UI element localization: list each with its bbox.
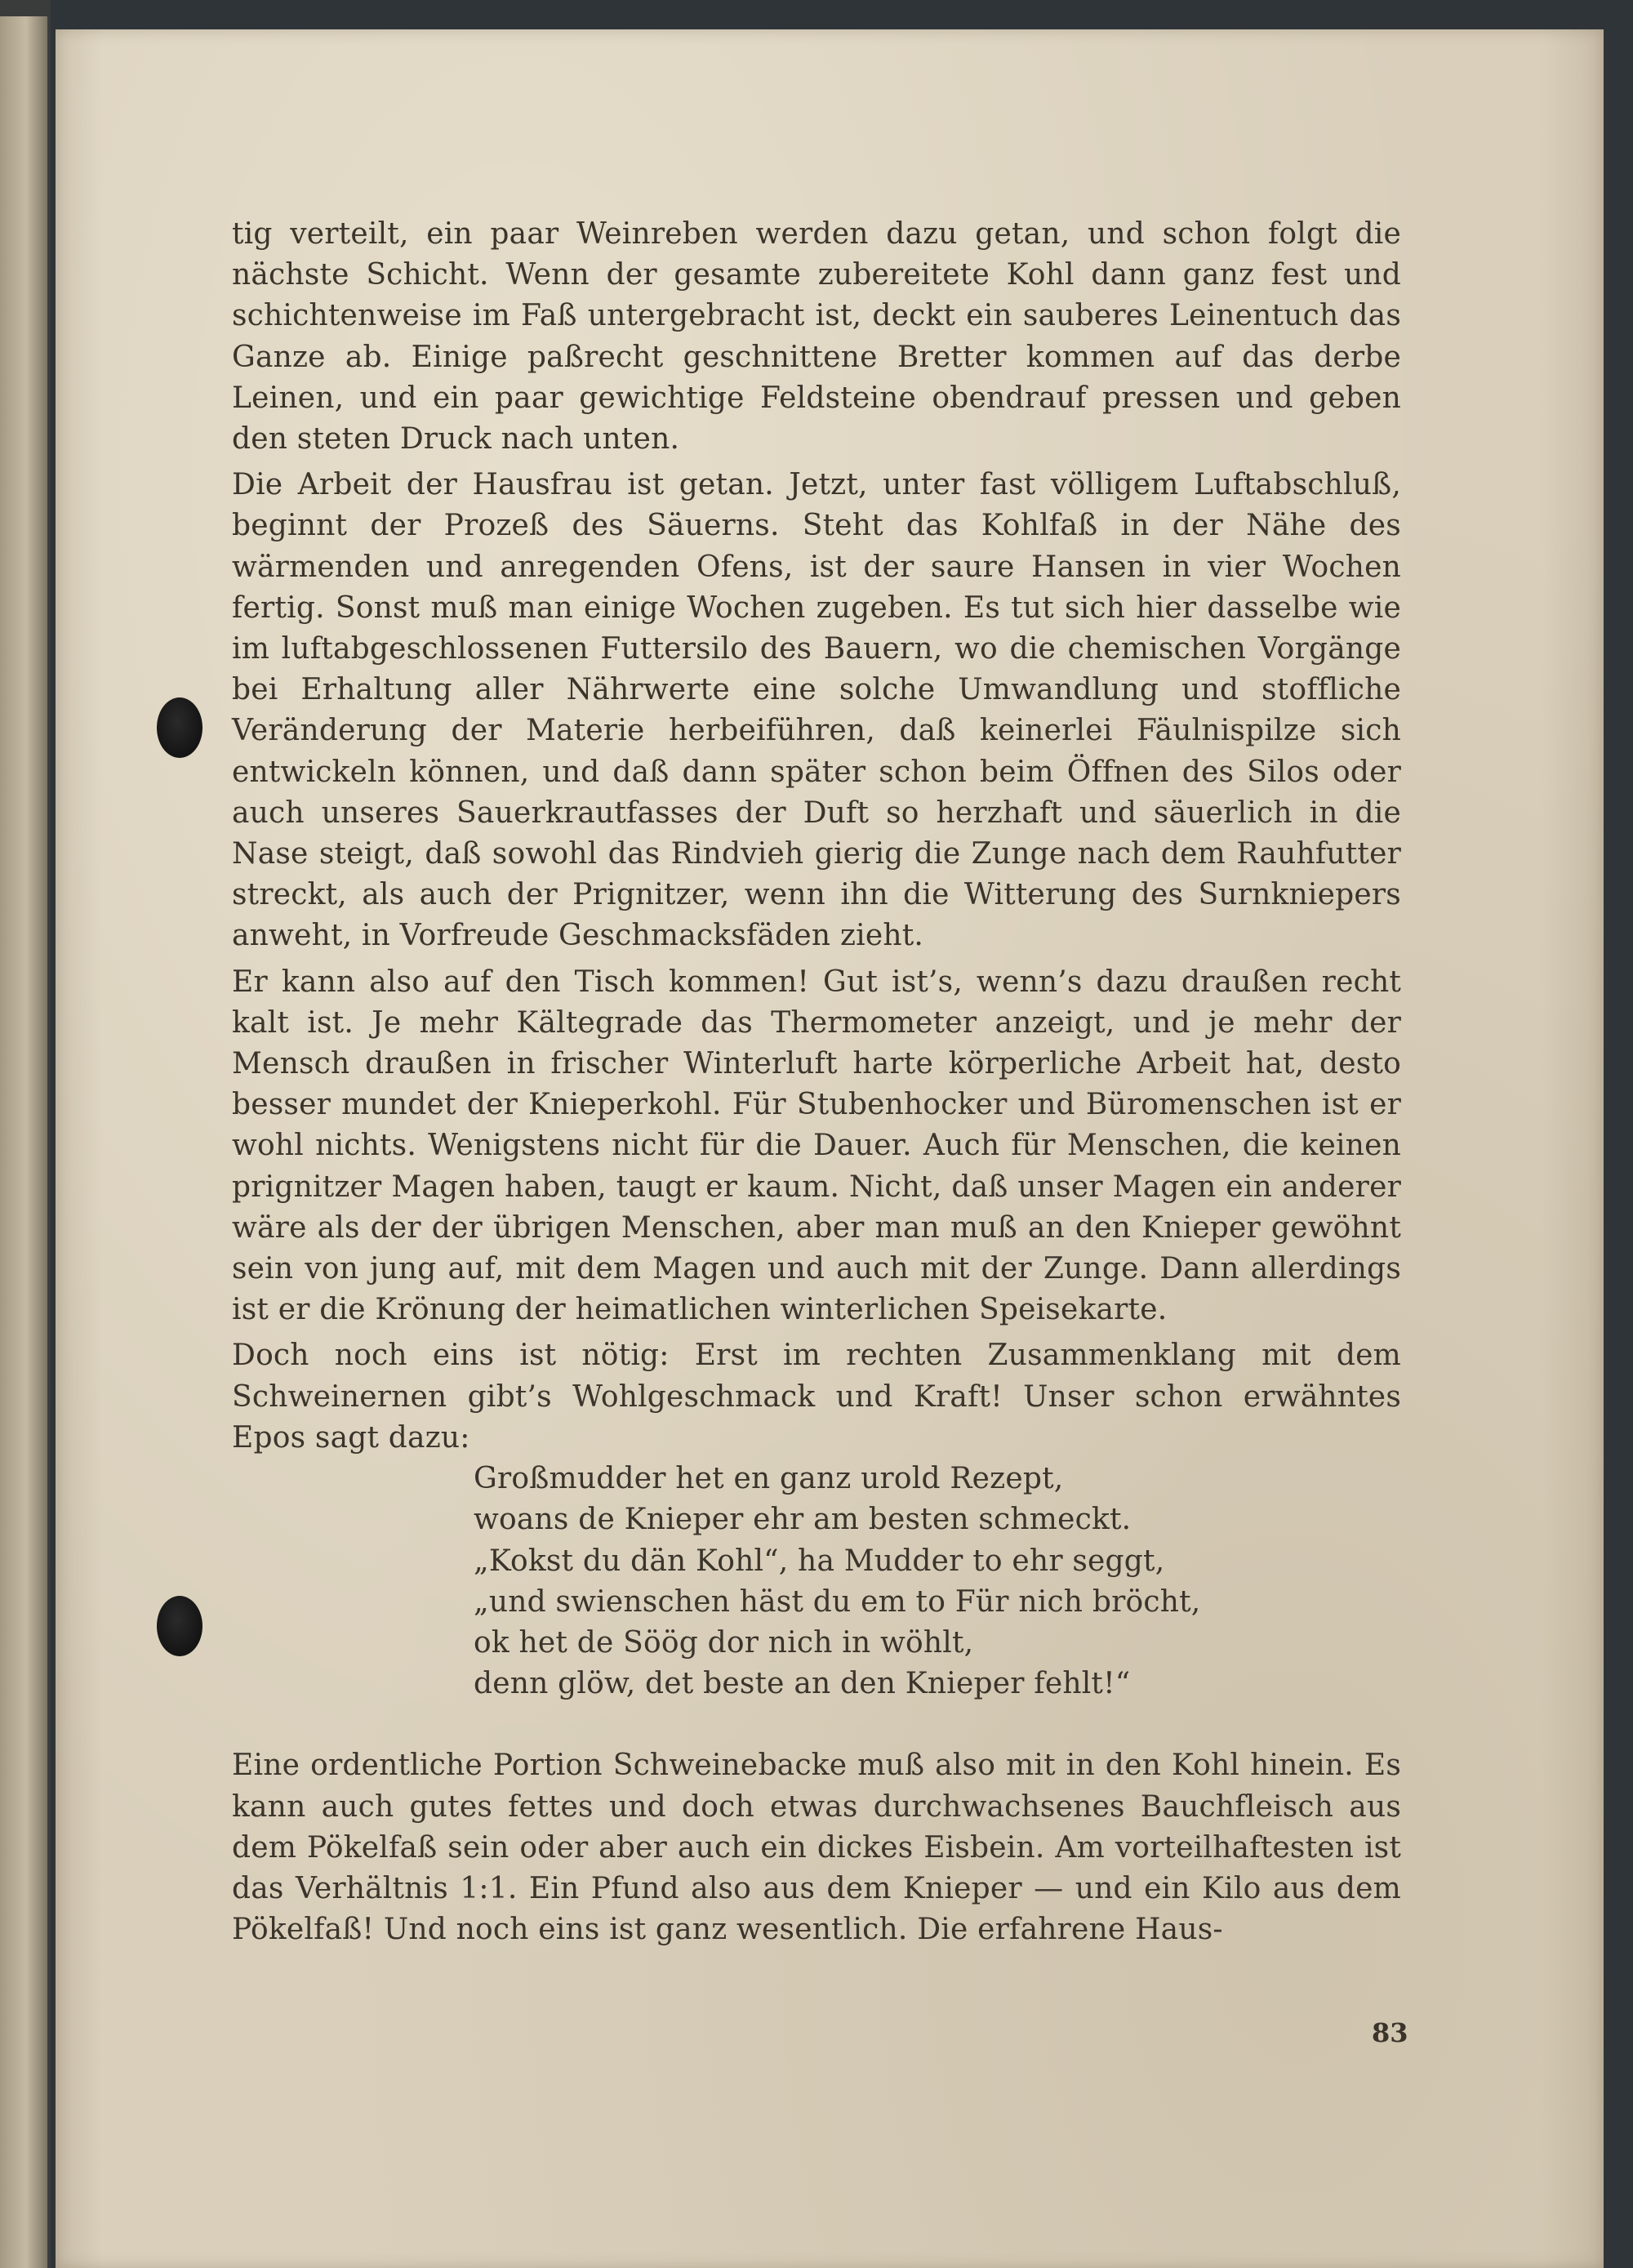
punch-hole-lower — [157, 1596, 202, 1656]
paragraph-3: Er kann also auf den Tisch kommen! Gut ist’s, wenn’s dazu draußen recht kalt ist. Je mehr Kältegrade das Thermometer anzeigt, und je mehr der Mensch draußen in frischer Winterluft harte körperliche Arbeit hat, desto besser mundet der Knieperkohl. Für Stubenhocker und Büromenschen ist er wohl nichts. Wenigstens nicht für die Dauer. Auch für Menschen, die keinen prignitzer Magen haben, taugt er kaum. Nicht, daß unser Magen ein anderer wäre als der der übrigen Menschen, aber man muß an den Knieper gewöhnt sein von jung auf, mit dem Magen und auch mit der Zunge. Dann allerdings ist er die Krönung der heimatlichen winterlichen Speisekarte. — [232, 965, 1401, 1327]
closing-paragraph: Eine ordentliche Portion Schweinebacke muß also mit in den Kohl hinein. Es kann auch gutes fettes und doch etwas durchwachsenes Bauchfleisch aus dem Pökelfaß sein oder aber auch ein dickes Eisbein. Am vorteilhaftesten ist das Verhältnis 1:1. Ein Pfund also aus dem Knieper — und ein Kilo aus dem Pökelfaß! Und noch eins ist ganz wesentlich. Die erfahrene Haus- — [232, 1749, 1401, 1947]
paragraph-1: tig verteilt, ein paar Weinreben werden dazu getan, und schon folgt die nächste Schicht. Wenn der gesamte zubereitete Kohl dann ganz fest und schichtenweise im Faß untergebracht ist, deckt ein sauberes Leinentuch das Ganze ab. Einige paßrecht geschnittene Bretter kommen auf das derbe Leinen, und ein paar gewichtige Feldsteine obendrauf pressen und geben den steten Druck nach unten. — [232, 217, 1401, 457]
verse-line-5: ok het de Söög dor nich in wöhlt, — [474, 1625, 974, 1660]
verse-line-3: „Kokst du dän Kohl“, ha Mudder to ehr seggt, — [474, 1544, 1165, 1578]
verse-line-1: Großmudder het en ganz urold Rezept, — [474, 1462, 1064, 1496]
paragraph-4: Doch noch eins ist nötig: Erst im rechten Zusammenklang mit dem Schweinernen gibt’s Wohlgeschmack und Kraft! Unser schon erwähntes Epos sagt dazu: — [232, 1339, 1401, 1455]
previous-page-edge — [0, 16, 47, 2268]
page-body-text — [232, 214, 1401, 1955]
paragraph-2: Die Arbeit der Hausfrau ist getan. Jetzt, unter fast völligem Luftabschluß, beginnt der Prozeß des Säuerns. Steht das Kohlfaß in der Nähe des wärmenden und anregenden Ofens, ist der saure Hansen in vier Wochen fertig. Sonst muß man einige Wochen zugeben. Es tut sich hier dasselbe wie im luftabgeschlossenen Futtersilo des Bauern, wo die chemischen Vorgänge bei Erhaltung aller Nährwerte eine solche Umwandlung und stoffliche Veränderung der Materie herbeiführen, daß keinerlei Fäulnispilze sich entwickeln können, und daß dann später schon beim Öffnen des Silos oder auch unseres Sauerkrautfasses der Duft so herzhaft und säuerlich in die Nase steigt, daß sowohl das Rindvieh gierig die Zunge nach dem Rauhfutter streckt, als auch der Prignitzer, wenn ihn die Witterung des Surnkniepers anweht, in Vorfreude Geschmacksfäden zieht. — [232, 468, 1401, 953]
verse-spacing — [232, 1704, 1401, 1745]
verse-line-6: denn glöw, det beste an den Knieper fehlt!“ — [474, 1667, 1131, 1701]
punch-hole-upper — [157, 697, 202, 758]
verse-line-2: woans de Knieper ehr am besten schmeckt. — [474, 1503, 1132, 1537]
verse-block — [474, 1459, 1401, 1704]
page-number: 83 — [1372, 2017, 1408, 2048]
verse-line-4: „und swienschen häst du em to Für nich bröcht, — [474, 1584, 1201, 1619]
